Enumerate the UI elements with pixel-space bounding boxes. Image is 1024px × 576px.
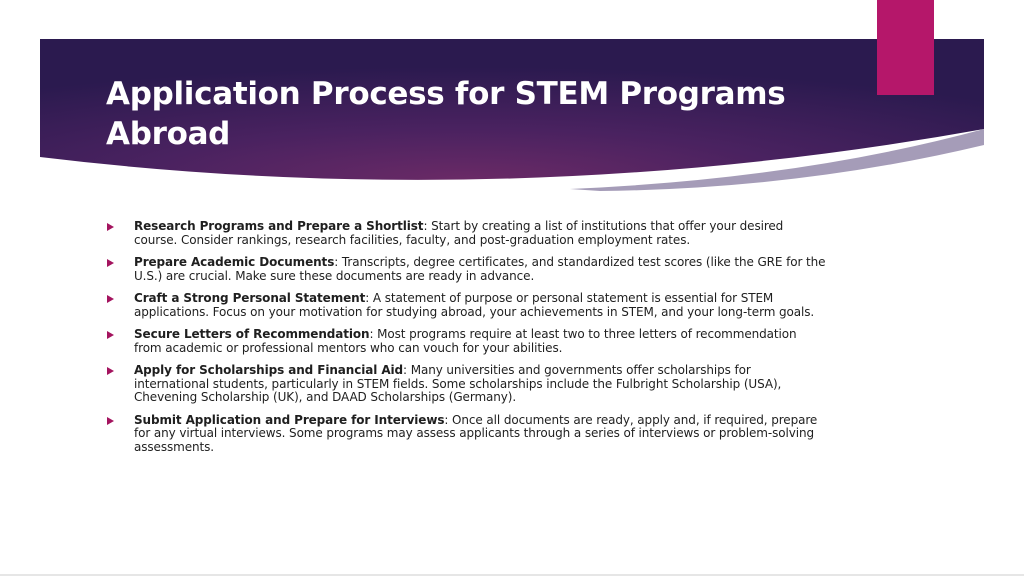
bullet-title: Prepare Academic Documents xyxy=(134,255,335,269)
triangle-bullet-icon xyxy=(107,331,114,339)
triangle-bullet-icon xyxy=(107,417,114,425)
bullet-title: Research Programs and Prepare a Shortlist xyxy=(134,219,424,233)
bullet-item xyxy=(106,364,826,405)
slide-title: Application Process for STEM Programs Abroad xyxy=(106,76,786,152)
bullet-item xyxy=(106,292,826,319)
bullet-title: Apply for Scholarships and Financial Aid xyxy=(134,363,404,377)
bullet-text: : Many universities and governments offer scholarships for international students, particularly in STEM fields. Some scholarships include the Fulbright Scholarship (USA), Chevening Scholarship (UK), and DAAD Scholarships (Germany). xyxy=(134,363,782,404)
bullet-title: Craft a Strong Personal Statement xyxy=(134,291,366,305)
bullet-text: : Most programs require at least two to three letters of recommendation from academic or professional mentors who can vouch for your abilities. xyxy=(134,327,797,355)
bullet-text: : Start by creating a list of institutions that offer your desired course. Consider rankings, research facilities, faculty, and post-graduation employment rates. xyxy=(134,219,784,247)
bullet-item xyxy=(106,256,826,283)
bullet-title: Submit Application and Prepare for Interviews xyxy=(134,412,445,427)
bullet-title: Secure Letters of Recommendation xyxy=(134,327,370,341)
triangle-bullet-icon xyxy=(107,223,114,231)
bullet-item xyxy=(106,220,826,247)
triangle-bullet-icon xyxy=(107,295,114,303)
triangle-bullet-icon xyxy=(107,259,114,267)
bullet-text: : Once all documents are ready, apply and, if required, prepare for any virtual interviews. Some programs may assess applicants through a series of interviews or problem-solving assessments. xyxy=(134,412,818,454)
accent-tab xyxy=(877,0,934,95)
bullet-text: : Transcripts, degree certificates, and standardized test scores (like the GRE for the U.S.) are crucial. Make sure these documents are ready in advance. xyxy=(134,255,826,283)
bullet-list xyxy=(106,220,826,463)
bullet-item xyxy=(106,328,826,355)
triangle-bullet-icon xyxy=(107,367,114,375)
bullet-text: : A statement of purpose or personal statement is essential for STEM applications. Focus on your motivation for studying abroad, your achievements in STEM, and your long-term goals. xyxy=(134,291,815,319)
bullet-item xyxy=(106,414,826,455)
